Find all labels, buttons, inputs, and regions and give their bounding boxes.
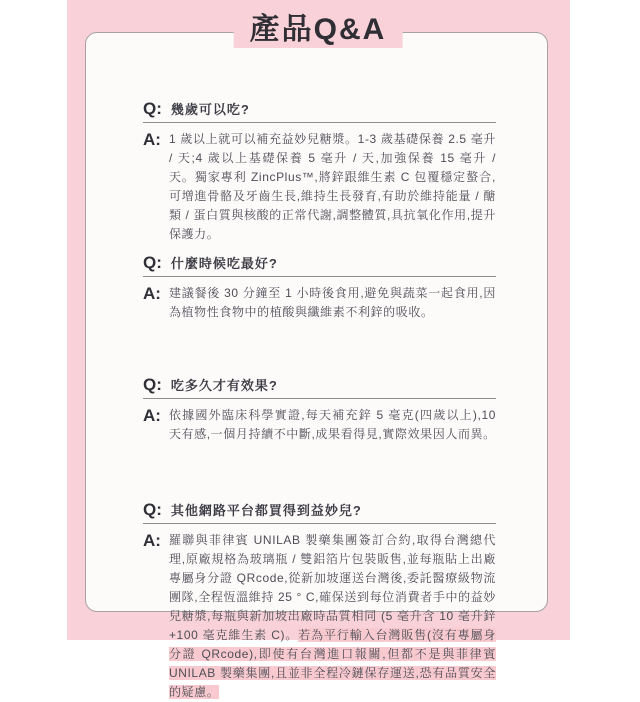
qa-section-platform xyxy=(143,500,496,702)
divider xyxy=(143,523,496,524)
qa-section-timing xyxy=(143,253,496,322)
a-label: A: xyxy=(143,406,161,425)
a-label: A: xyxy=(143,531,161,550)
question-row xyxy=(143,500,496,520)
answer-row xyxy=(143,130,496,244)
answer-plain-text: 羅聯與菲律賓 UNILAB 製藥集團簽訂合約,取得台灣總代理,原廠規格為玻璃瓶 / 雙鋁箔片包裝販售,並每瓶貼上出廠專屬身分證 QRcode,從新加坡運送台灣後,委託醫療級物流團隊,全程恆溫維持 25 ° C,確保送到每位消費者手中的益妙兒糖漿,每瓶與新加坡出廠時品質相同 (5 毫升含 10 毫升鋅 +100 毫克維生素 C)。 xyxy=(168,533,496,642)
a-label: A: xyxy=(143,130,161,149)
answer-row xyxy=(143,531,496,702)
qa-section-age xyxy=(143,99,496,244)
answer-highlighted-text: 若為平行輸入台灣販售(沒有專屬身分證 QRcode),即使有台灣進口報關,但都不是與菲律賓 UNILAB 製藥集團,且並非全程冷鏈保存運送,恐有品質安全的疑慮。 xyxy=(168,628,496,699)
divider xyxy=(143,398,496,399)
question-row xyxy=(143,375,496,395)
q-label: Q: xyxy=(143,500,162,519)
question-text: 其他網路平台都買得到益妙兒? xyxy=(170,503,362,518)
divider xyxy=(143,122,496,123)
question-text: 幾歲可以吃? xyxy=(170,102,250,117)
answer-text: 依據國外臨床科學實證,每天補充鋅 5 毫克(四歲以上),10 天有感,一個月持續不中斷,成果看得見,實際效果因人而異。 xyxy=(168,408,496,441)
q-label: Q: xyxy=(143,375,162,394)
qa-content xyxy=(85,33,548,702)
q-label: Q: xyxy=(143,253,162,272)
question-row xyxy=(143,253,496,273)
question-text: 什麼時候吃最好? xyxy=(170,256,278,271)
divider xyxy=(143,276,496,277)
qa-section-effect xyxy=(143,375,496,444)
answer-text: 建議餐後 30 分鐘至 1 小時後食用,避免與蔬菜一起食用,因為植物性食物中的植酸與纖維素不利鋅的吸收。 xyxy=(168,286,496,319)
question-text: 吃多久才有效果? xyxy=(170,378,278,393)
question-row xyxy=(143,99,496,119)
answer-text xyxy=(169,531,496,702)
page-title: 產品Q&A xyxy=(234,4,403,48)
q-label: Q: xyxy=(143,99,162,118)
a-label: A: xyxy=(143,284,161,303)
answer-row xyxy=(143,406,496,444)
answer-text: 1 歲以上就可以補充益妙兒糖漿。1-3 歲基礎保養 2.5 毫升 / 天;4 歲以上基礎保養 5 毫升 / 天,加強保養 15 毫升 / 天。獨家專利 ZincPlus™,將鋅跟維生素 C 包覆穩定螯合,可增進骨骼及牙齒生長,維持生長發育,有助於維持能量 / 醣類 / 蛋白質與核酸的正常代謝,調整體質,具抗氧化作用,提升保護力。 xyxy=(168,132,496,241)
answer-row xyxy=(143,284,496,322)
